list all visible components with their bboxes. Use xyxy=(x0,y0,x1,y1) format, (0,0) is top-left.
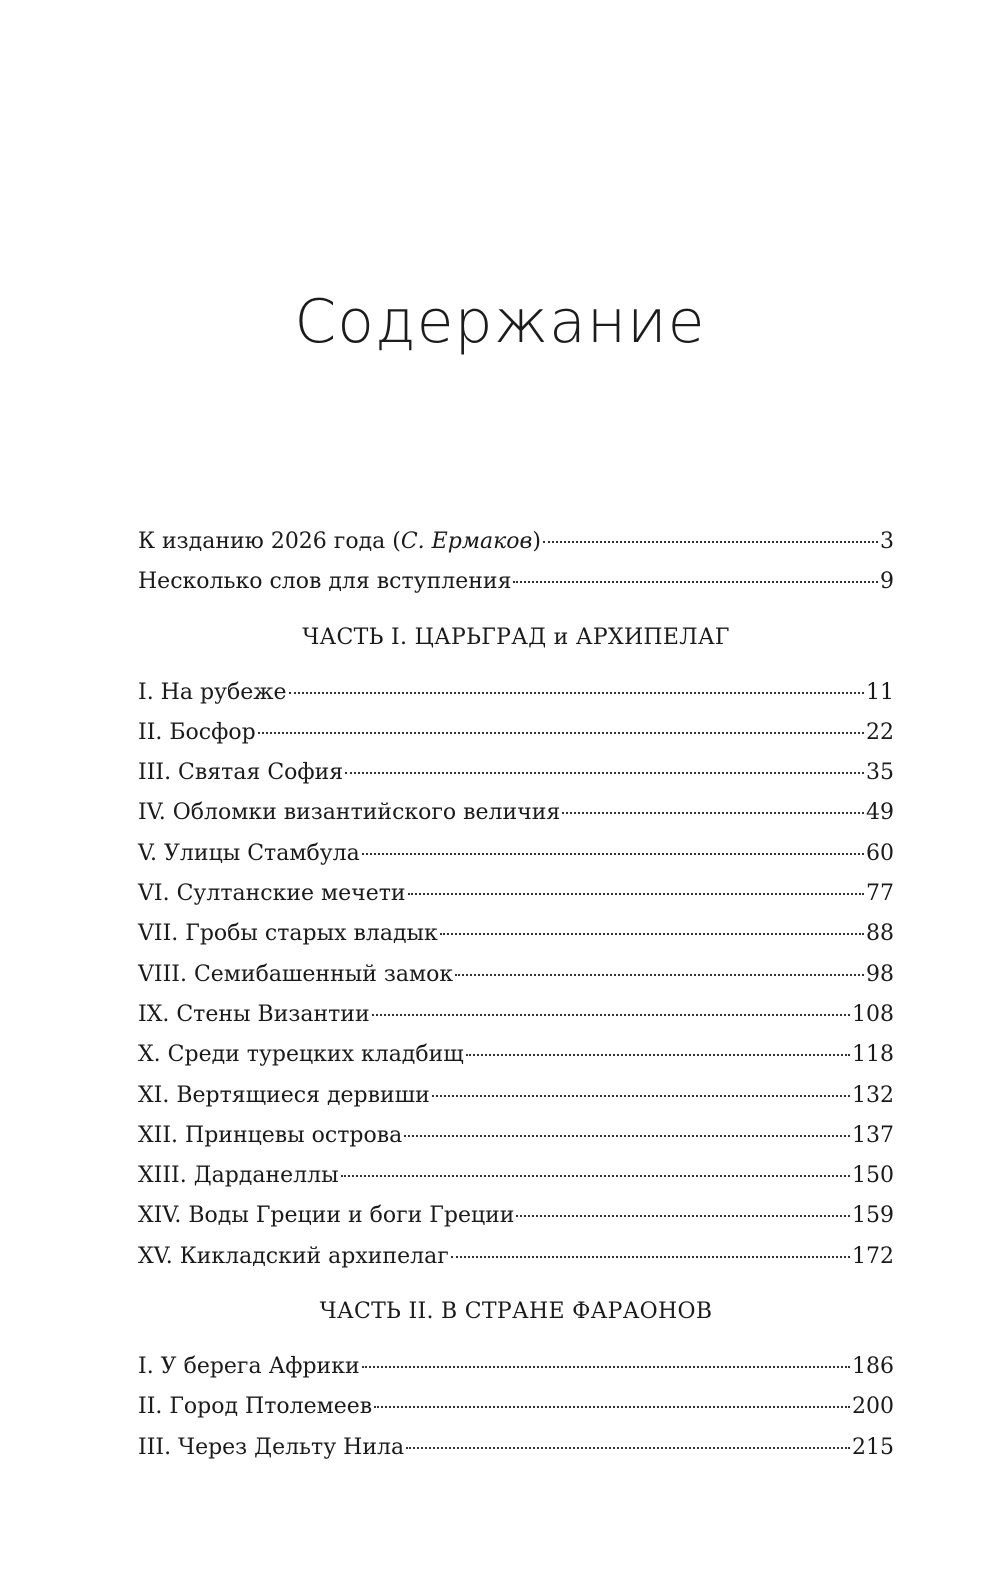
toc-entry-page: 118 xyxy=(852,1042,894,1068)
toc-entry-title: II. Город Птолемеев xyxy=(138,1394,373,1420)
dot-leader xyxy=(455,974,864,976)
toc-entry-page: 98 xyxy=(866,961,894,987)
dot-leader xyxy=(513,581,878,583)
toc-entry xyxy=(138,995,894,1035)
toc-entry-title: IX. Стены Византии xyxy=(138,1001,370,1027)
toc-entry xyxy=(138,1156,894,1196)
toc-entry-page: 9 xyxy=(880,569,894,595)
toc-entry xyxy=(138,793,894,833)
toc-entry xyxy=(138,1347,894,1387)
dot-leader xyxy=(372,1014,850,1016)
dot-leader xyxy=(362,853,864,855)
toc-entry-page: 132 xyxy=(852,1082,894,1108)
toc-entry-title: X. Среди турецких кладбищ xyxy=(138,1042,464,1068)
toc-entry-page: 49 xyxy=(866,800,894,826)
toc-entry-title: Несколько слов для вступления xyxy=(138,569,512,595)
toc-entry-author: С. Ермаков xyxy=(400,529,533,554)
toc-entry-title: III. Через Дельту Нила xyxy=(138,1434,405,1460)
toc-entry-page: 172 xyxy=(852,1243,894,1269)
toc-entry-page: 186 xyxy=(852,1354,894,1380)
toc-entry-page: 88 xyxy=(866,921,894,947)
toc-entry-title: XV. Кикладский архипелаг xyxy=(138,1243,449,1269)
dot-leader xyxy=(362,1366,850,1368)
dot-leader xyxy=(408,893,864,895)
toc-entry-page: 159 xyxy=(852,1203,894,1229)
dot-leader xyxy=(440,933,864,935)
dot-leader xyxy=(341,1175,850,1177)
dot-leader xyxy=(289,692,864,694)
toc-entry-title: VII. Гробы старых владык xyxy=(138,921,438,947)
page-title: Содержание xyxy=(294,287,706,357)
toc-entry-page: 77 xyxy=(866,881,894,907)
toc-entry-page: 200 xyxy=(852,1394,894,1420)
toc-entry-page: 108 xyxy=(852,1001,894,1027)
dot-leader xyxy=(374,1406,850,1408)
toc-entry-title: IV. Обломки византийского величия xyxy=(138,800,561,826)
toc-entry xyxy=(138,874,894,914)
toc-entry xyxy=(138,1076,894,1116)
toc-entry-title-after: ) xyxy=(532,529,541,554)
toc-entry xyxy=(138,562,894,602)
dot-leader xyxy=(466,1054,850,1056)
toc-entry-title: VI. Султанские мечети xyxy=(138,881,406,907)
dot-leader xyxy=(404,1135,850,1137)
toc-entry-title: XIV. Воды Греции и боги Греции xyxy=(138,1203,515,1229)
toc-entry xyxy=(138,1116,894,1156)
dot-leader xyxy=(406,1447,850,1449)
toc-entry xyxy=(138,753,894,793)
dot-leader xyxy=(451,1256,850,1258)
part-heading: ЧАСТЬ II. В СТРАНЕ ФАРАОНОВ xyxy=(319,1299,713,1325)
toc-entry-page: 215 xyxy=(852,1434,894,1460)
toc-entry xyxy=(138,1428,894,1468)
part-heading: ЧАСТЬ I. ЦАРЬГРАД и АРХИПЕЛАГ xyxy=(302,624,730,650)
toc-entry-title: I. У берега Африки xyxy=(138,1354,360,1380)
dot-leader xyxy=(345,772,864,774)
toc-entry-page: 137 xyxy=(852,1122,894,1148)
table-of-contents xyxy=(138,522,894,1468)
toc-entry-title: III. Святая София xyxy=(138,760,344,786)
toc-entry-title: XII. Принцевы острова xyxy=(138,1122,403,1148)
toc-entry-title: XI. Вертящиеся дервиши xyxy=(138,1082,430,1108)
toc-entry-title: V. Улицы Стамбула xyxy=(138,840,360,866)
toc-entry xyxy=(138,673,894,713)
toc-entry-title: I. На рубеже xyxy=(138,679,287,705)
toc-entry-title-before: К изданию 2026 года ( xyxy=(138,529,401,554)
toc-entry-title: II. Босфор xyxy=(138,719,256,745)
toc-entry-page: 60 xyxy=(866,840,894,866)
toc-entry-page: 35 xyxy=(866,760,894,786)
toc-entry-title: VIII. Семибашенный замок xyxy=(138,961,454,987)
toc-entry xyxy=(138,1387,894,1427)
toc-entry-title: XIII. Дарданеллы xyxy=(138,1163,339,1189)
toc-entry-title xyxy=(138,522,541,562)
dot-leader xyxy=(562,812,864,814)
toc-entry-page: 150 xyxy=(852,1163,894,1189)
toc-entry-page: 3 xyxy=(880,529,894,554)
toc-entry xyxy=(138,1196,894,1236)
dot-leader xyxy=(258,732,864,734)
dot-leader xyxy=(543,541,878,543)
toc-entry xyxy=(138,834,894,874)
toc-entry-page: 11 xyxy=(866,679,894,705)
dot-leader xyxy=(432,1095,850,1097)
toc-entry xyxy=(138,1237,894,1277)
toc-entry xyxy=(138,522,894,562)
toc-entry-page: 22 xyxy=(866,719,894,745)
dot-leader xyxy=(516,1215,850,1217)
toc-entry xyxy=(138,914,894,954)
toc-entry xyxy=(138,1035,894,1075)
toc-entry xyxy=(138,713,894,753)
toc-entry xyxy=(138,955,894,995)
